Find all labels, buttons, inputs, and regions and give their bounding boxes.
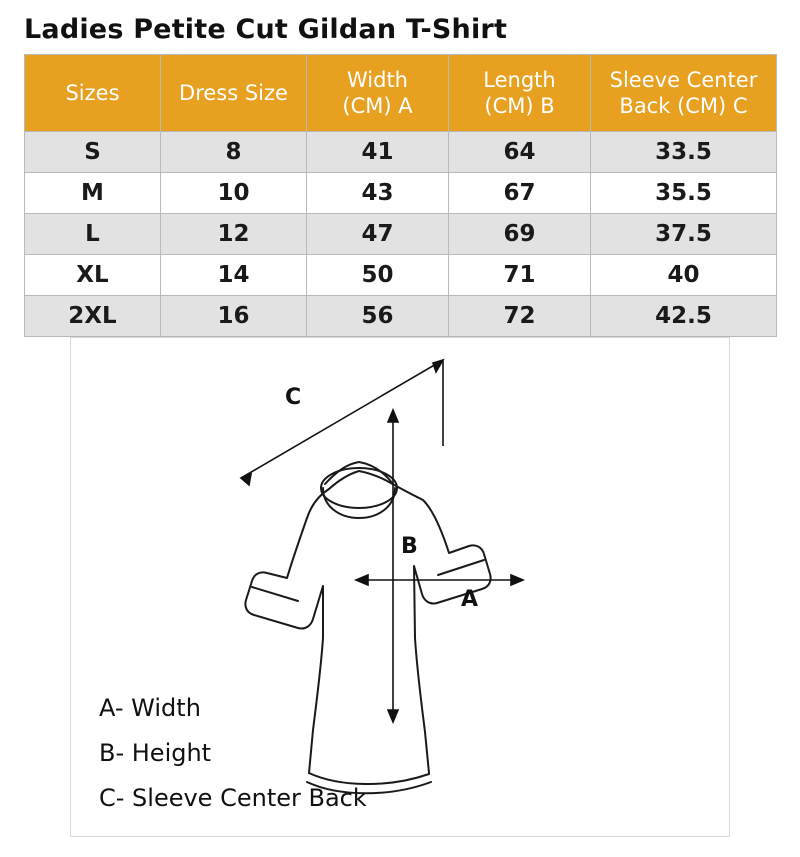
- tshirt-right-sleeve-hem: [438, 560, 484, 575]
- cell-dress-size: 10: [161, 173, 307, 214]
- column-header-width: [307, 55, 449, 132]
- measure-arrow-b-top: [388, 410, 398, 422]
- measure-arrow-b-bottom: [388, 710, 398, 722]
- legend-item-c: C- Sleeve Center Back: [99, 784, 367, 812]
- cell-size: XL: [25, 255, 161, 296]
- cell-dress-size: 8: [161, 132, 307, 173]
- label-a: A: [461, 587, 479, 612]
- cell-length: 71: [449, 255, 591, 296]
- cell-length: 67: [449, 173, 591, 214]
- cell-length: 64: [449, 132, 591, 173]
- cell-width: 56: [307, 296, 449, 337]
- column-header-width-line1: Width: [346, 67, 408, 92]
- measure-arrow-c-start: [241, 474, 251, 485]
- cell-size: M: [25, 173, 161, 214]
- legend-item-b: B- Height: [99, 739, 212, 767]
- measure-line-c: [241, 360, 443, 478]
- cell-width: 43: [307, 173, 449, 214]
- cell-length: 69: [449, 214, 591, 255]
- table-row: [25, 214, 777, 255]
- cell-width: 47: [307, 214, 449, 255]
- page-title: Ladies Petite Cut Gildan T-Shirt: [24, 14, 508, 45]
- diagram-legend: [99, 686, 367, 821]
- measure-arrow-a-left: [356, 575, 368, 585]
- table-row: [25, 255, 777, 296]
- column-header-dress-size-line1: Dress Size: [179, 80, 288, 105]
- table-row: [25, 296, 777, 337]
- table-header: [25, 55, 777, 132]
- table-body: [25, 132, 777, 337]
- table-header-row: [25, 55, 777, 132]
- cell-sleeve: 42.5: [591, 296, 777, 337]
- column-header-dress-size: [161, 55, 307, 132]
- column-header-sizes: [25, 55, 161, 132]
- column-header-sleeve-line1: Sleeve Center: [609, 67, 758, 92]
- tshirt-diagram-panel: [70, 337, 730, 837]
- cell-dress-size: 14: [161, 255, 307, 296]
- legend-item-a: A- Width: [99, 694, 201, 722]
- column-header-length-line2: (CM) B: [484, 94, 555, 118]
- label-b: B: [401, 534, 418, 559]
- table-row: [25, 132, 777, 173]
- size-table: [24, 54, 777, 337]
- column-header-length: [449, 55, 591, 132]
- tshirt-left-sleeve-hem: [252, 587, 298, 601]
- column-header-sleeve-line2: Back (CM) C: [619, 94, 748, 118]
- tshirt-shoulder-line: [329, 471, 389, 489]
- table-row: [25, 173, 777, 214]
- cell-size: S: [25, 132, 161, 173]
- measure-arrow-c-end: [433, 360, 443, 372]
- column-header-width-line2: (CM) A: [342, 94, 413, 118]
- cell-sleeve: 33.5: [591, 132, 777, 173]
- cell-dress-size: 16: [161, 296, 307, 337]
- tshirt-right-outline: [389, 482, 491, 773]
- cell-sleeve: 37.5: [591, 214, 777, 255]
- cell-width: 41: [307, 132, 449, 173]
- cell-size: L: [25, 214, 161, 255]
- cell-size: 2XL: [25, 296, 161, 337]
- cell-width: 50: [307, 255, 449, 296]
- column-header-sleeve-center-back: [591, 55, 777, 132]
- label-c: C: [285, 385, 302, 410]
- cell-length: 72: [449, 296, 591, 337]
- cell-sleeve: 40: [591, 255, 777, 296]
- column-header-sizes-line1: Sizes: [65, 80, 120, 105]
- measure-arrow-a-right: [511, 575, 523, 585]
- tshirt-neckline: [321, 468, 397, 508]
- cell-dress-size: 12: [161, 214, 307, 255]
- column-header-length-line1: Length: [483, 67, 556, 92]
- cell-sleeve: 35.5: [591, 173, 777, 214]
